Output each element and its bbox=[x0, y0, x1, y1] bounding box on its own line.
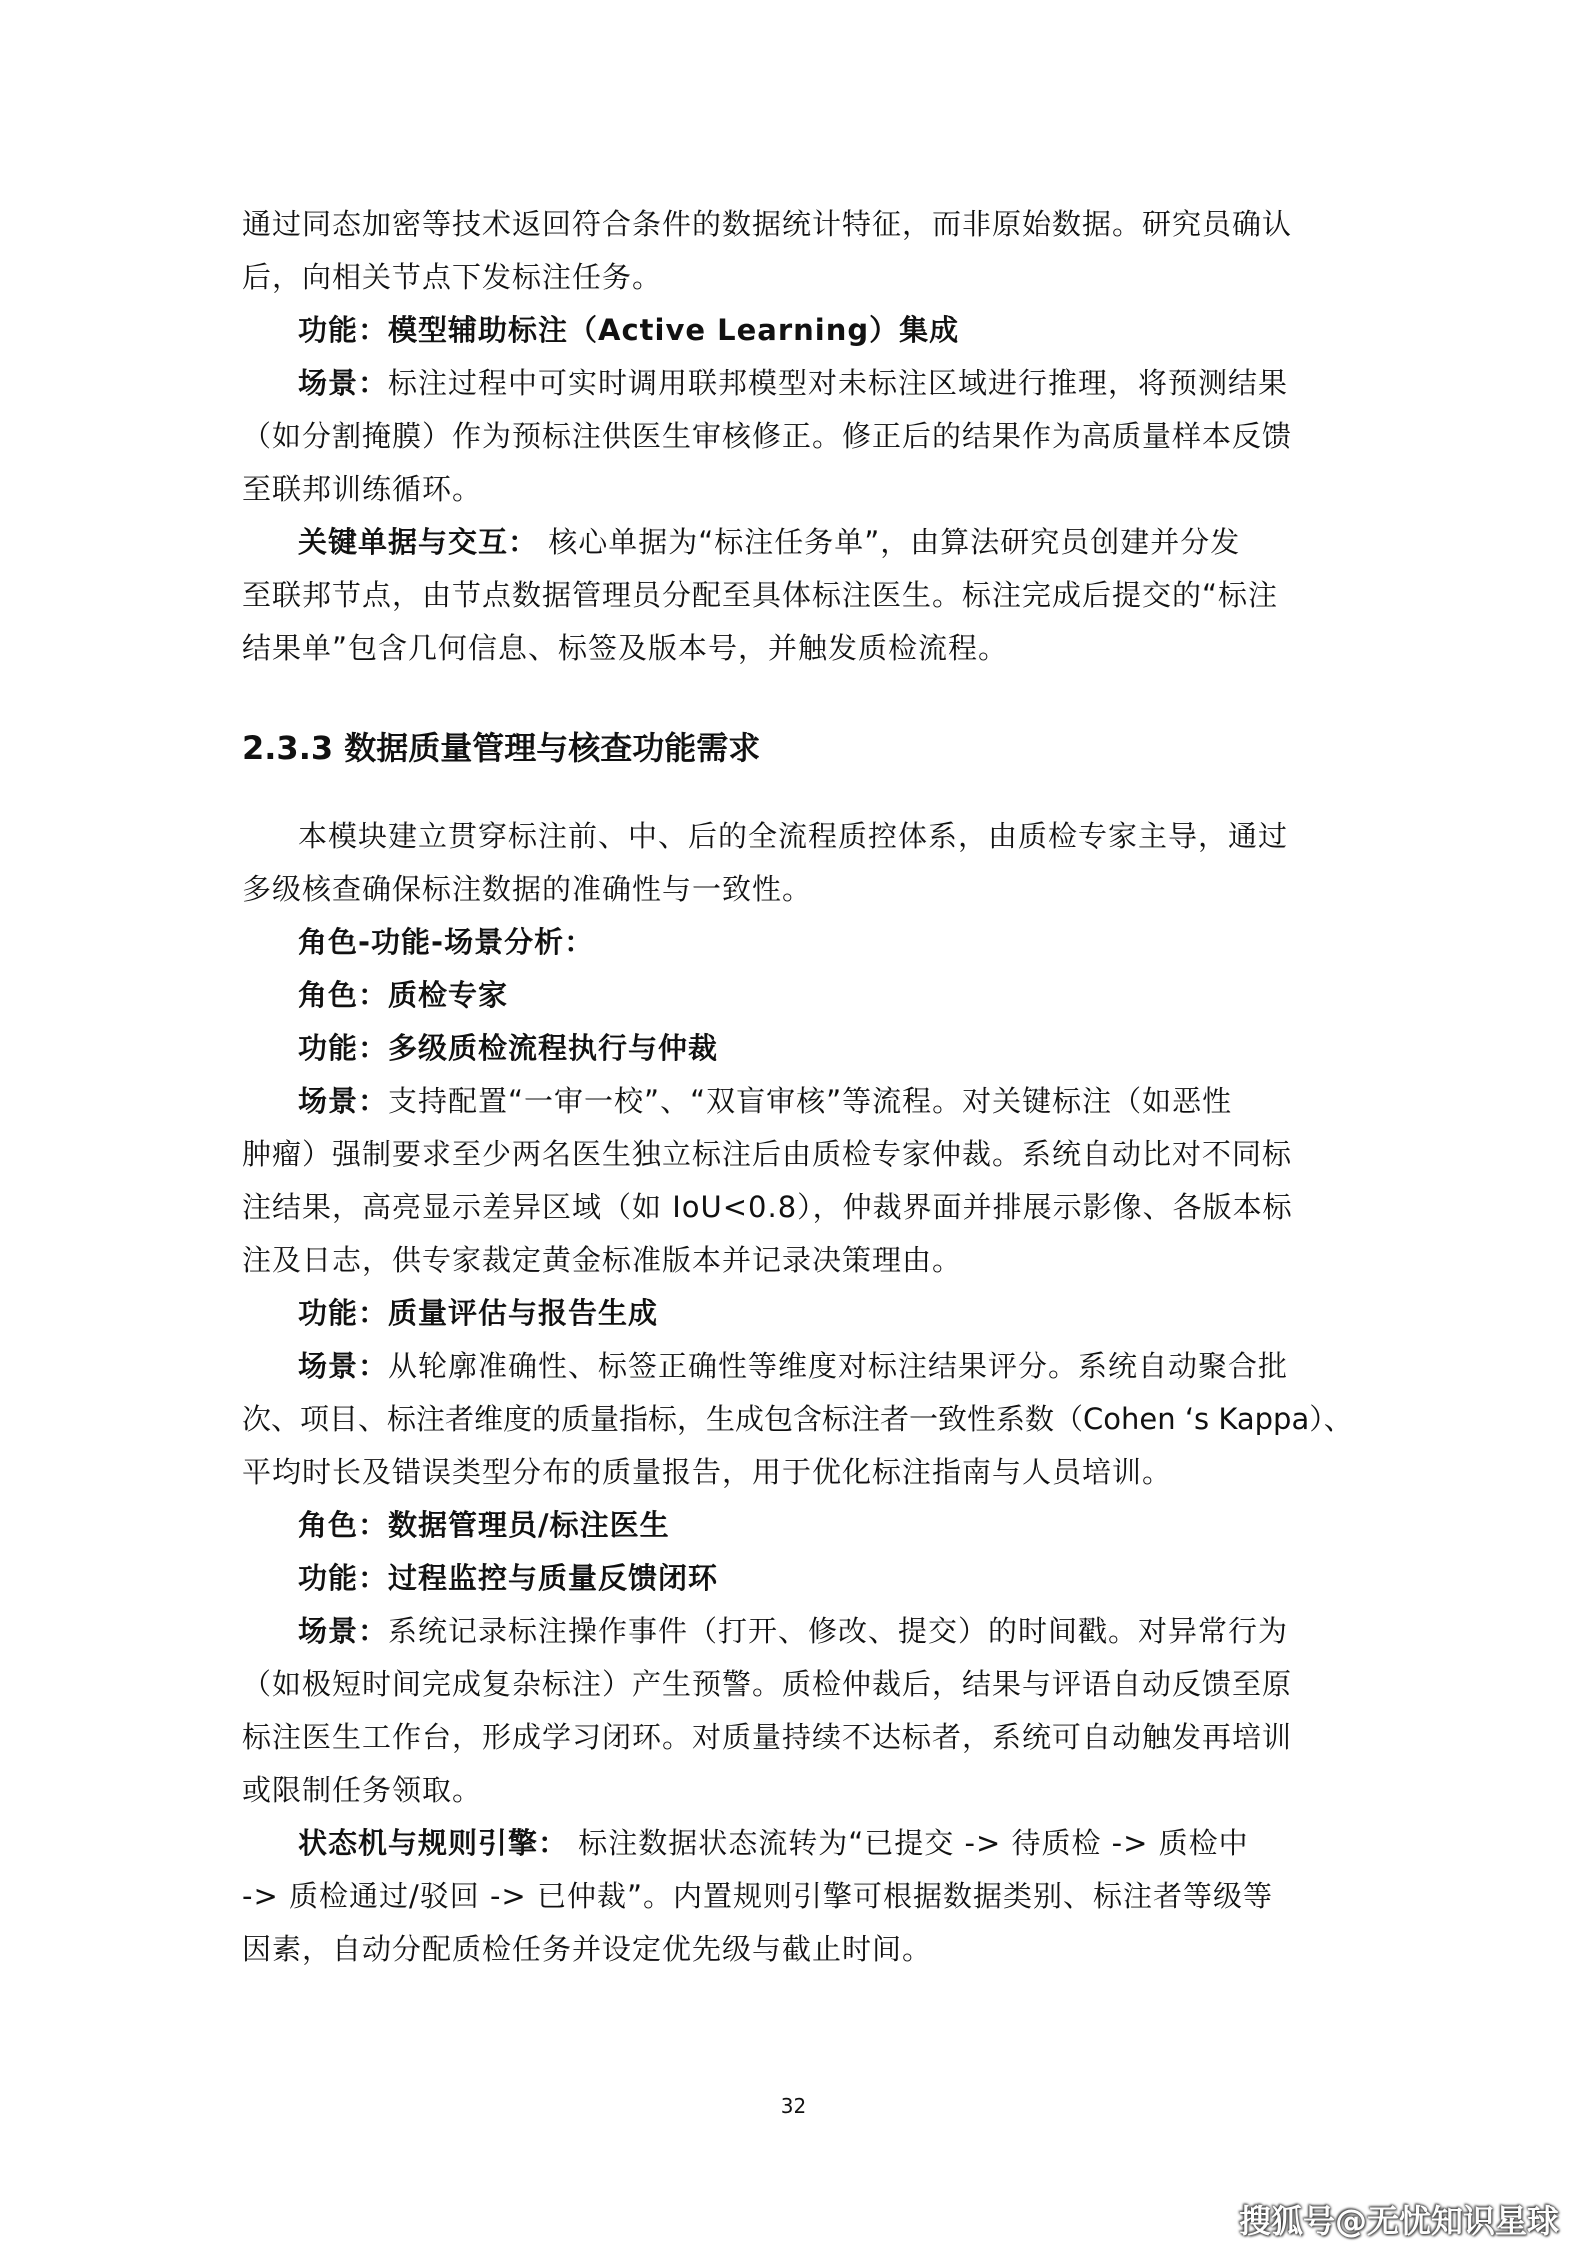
function-line: 功能：过程监控与质量反馈闭环 bbox=[298, 1561, 719, 1595]
label: 场景： bbox=[298, 1614, 389, 1648]
function-line: 功能：模型辅助标注（Active Learning）集成 bbox=[298, 313, 960, 347]
paragraph-line: 结果单”包含几何信息、标签及版本号，并触发质检流程。 bbox=[242, 631, 1009, 665]
paragraph-line: 标注医生工作台，形成学习闭环。对质量持续不达标者，系统可自动触发再培训 bbox=[242, 1720, 1293, 1754]
paragraph-line: 注结果，高亮显示差异区域（如 IoU<0.8），仲裁界面并排展示影像、各版本标 bbox=[242, 1190, 1293, 1224]
scene-line: 场景：从轮廓准确性、标签正确性等维度对标注结果评分。系统自动聚合批 bbox=[298, 1349, 1289, 1383]
scene-line: 场景：支持配置“一审一校”、“双盲审核”等流程。对关键标注（如恶性 bbox=[298, 1084, 1233, 1118]
state-machine-line: 状态机与规则引擎： 标注数据状态流转为“已提交 -> 待质检 -> 质检中 bbox=[298, 1826, 1249, 1860]
paragraph-line: （如分割掩膜）作为预标注供医生审核修正。修正后的结果作为高质量样本反馈 bbox=[242, 419, 1293, 453]
paragraph-line: 至联邦训练循环。 bbox=[242, 472, 483, 506]
paragraph-line: 通过同态加密等技术返回符合条件的数据统计特征，而非原始数据。研究员确认 bbox=[242, 207, 1293, 241]
label: 场景： bbox=[298, 366, 389, 400]
paragraph-line: -> 质检通过/驳回 -> 已仲裁”。内置规则引擎可根据数据类别、标注者等级等 bbox=[242, 1879, 1273, 1913]
label: 功能： bbox=[298, 313, 389, 347]
role-line: 角色：质检专家 bbox=[298, 978, 509, 1012]
paragraph-line: （如极短时间完成复杂标注）产生预警。质检仲裁后，结果与评语自动反馈至原 bbox=[242, 1667, 1293, 1701]
scene-line: 场景：系统记录标注操作事件（打开、修改、提交）的时间戳。对异常行为 bbox=[298, 1614, 1289, 1648]
paragraph-line: 后，向相关节点下发标注任务。 bbox=[242, 260, 663, 294]
label: 角色： bbox=[298, 1508, 389, 1542]
label: 功能： bbox=[298, 1296, 389, 1330]
paragraph-line: 因素，自动分配质检任务并设定优先级与截止时间。 bbox=[242, 1932, 933, 1966]
key-docs-line: 关键单据与交互： 核心单据为“标注任务单”，由算法研究员创建并分发 bbox=[298, 525, 1241, 559]
paragraph-line: 至联邦节点，由节点数据管理员分配至具体标注医生。标注完成后提交的“标注 bbox=[242, 578, 1279, 612]
label: 功能： bbox=[298, 1031, 389, 1065]
section-heading: 2.3.3 数据质量管理与核查功能需求 bbox=[242, 729, 761, 767]
label: 场景： bbox=[298, 1084, 389, 1118]
paragraph-line: 次、项目、标注者维度的质量指标，生成包含标注者一致性系数（Cohen ‘s Kappa）、 bbox=[242, 1402, 1353, 1436]
paragraph-line: 肿瘤）强制要求至少两名医生独立标注后由质检专家仲裁。系统自动比对不同标 bbox=[242, 1137, 1293, 1171]
label: 功能： bbox=[298, 1561, 389, 1595]
label: 场景： bbox=[298, 1349, 389, 1383]
label: 状态机与规则引擎： bbox=[298, 1826, 569, 1860]
paragraph-line: 平均时长及错误类型分布的质量报告，用于优化标注指南与人员培训。 bbox=[242, 1455, 1173, 1489]
watermark-text: 搜狐号@无忧知识星球 bbox=[1238, 2202, 1559, 2240]
page-number: 32 bbox=[780, 2094, 807, 2118]
label: 关键单据与交互： bbox=[298, 525, 539, 559]
role-line: 角色：数据管理员/标注医生 bbox=[298, 1508, 670, 1542]
subheading-line: 角色-功能-场景分析： bbox=[298, 925, 595, 959]
scene-line: 场景：标注过程中可实时调用联邦模型对未标注区域进行推理，将预测结果 bbox=[298, 366, 1289, 400]
paragraph-line: 或限制任务领取。 bbox=[242, 1773, 483, 1807]
paragraph-line: 本模块建立贯穿标注前、中、后的全流程质控体系，由质检专家主导，通过 bbox=[298, 819, 1289, 853]
function-line: 功能：多级质检流程执行与仲裁 bbox=[298, 1031, 719, 1065]
paragraph-line: 多级核查确保标注数据的准确性与一致性。 bbox=[242, 872, 813, 906]
paragraph-line: 注及日志，供专家裁定黄金标准版本并记录决策理由。 bbox=[242, 1243, 963, 1277]
label: 角色： bbox=[298, 978, 389, 1012]
function-line: 功能：质量评估与报告生成 bbox=[298, 1296, 659, 1330]
